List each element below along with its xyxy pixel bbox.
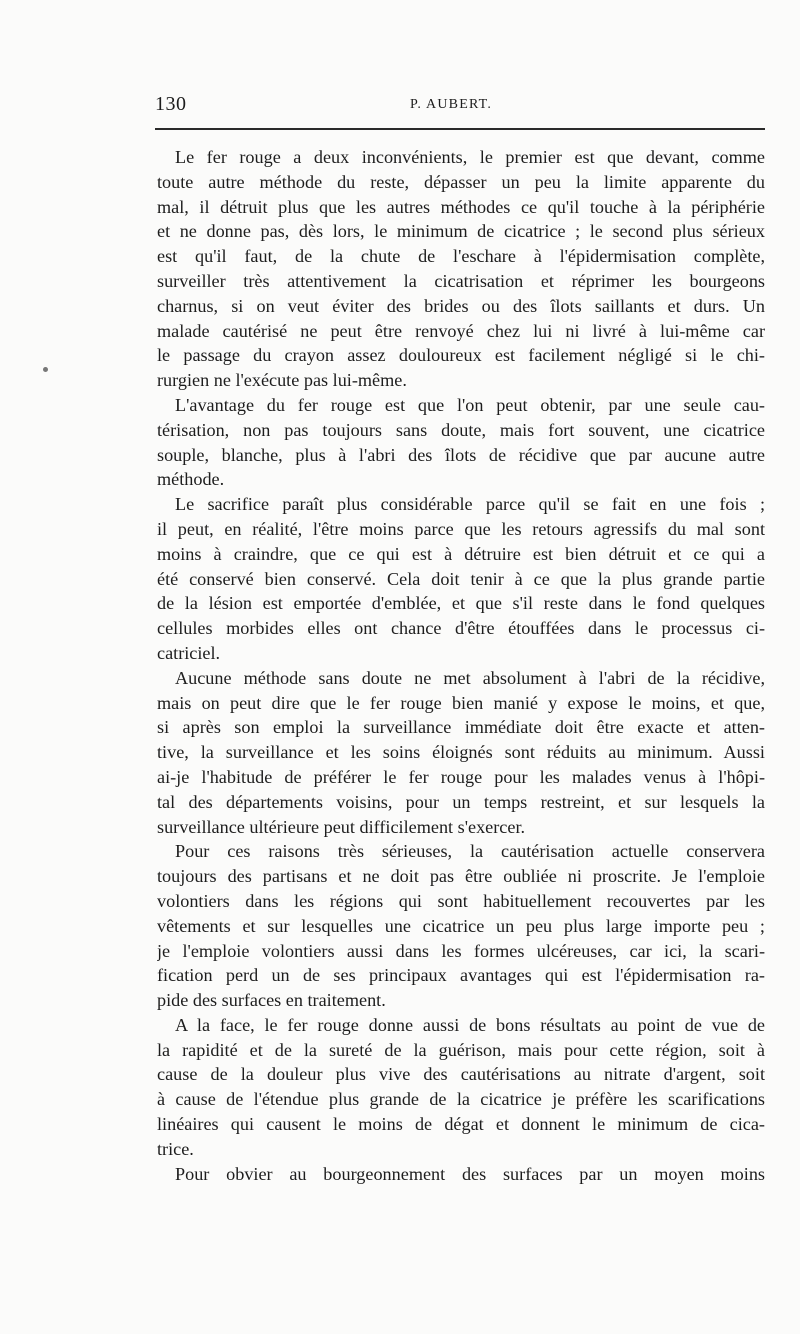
text-line: cause de la douleur plus vive des cautérisations au nitrate d'argent, soit xyxy=(157,1064,765,1085)
text-line: à cause de l'étendue plus grande de la cicatrice je préfère les scarifications xyxy=(157,1089,765,1110)
text-line: toute autre méthode du reste, dépasser un peu la limite apparente du xyxy=(157,171,765,192)
text-line: L'avantage du fer rouge est que l'on peut obtenir, par une seule cau- xyxy=(175,394,765,415)
text-line: si après son emploi la surveillance immédiate doit être exacte et atten- xyxy=(157,717,765,738)
text-line: Pour ces raisons très sérieuses, la cautérisation actuelle conservera xyxy=(175,841,765,862)
text-line: surveillance ultérieure peut difficilement s'exercer. xyxy=(157,816,526,837)
text-line: catriciel. xyxy=(157,642,221,663)
text-line: charnus, si on veut éviter des brides ou des îlots saillants et durs. Un xyxy=(157,295,765,316)
text-line: il peut, en réalité, l'être moins parce que les retours agressifs du mal sont xyxy=(157,518,765,539)
text-line: tive, la surveillance et les soins éloignés sont réduits au minimum. Aussi xyxy=(157,742,765,763)
text-line: fication perd un de ses principaux avantages qui est l'épidermisation ra- xyxy=(157,965,765,986)
text-line: tal des départements voisins, pour un temps restreint, et sur lesquels la xyxy=(157,791,765,812)
text-line: cellules morbides elles ont chance d'être étouffées dans le processus ci- xyxy=(157,618,765,639)
page-header xyxy=(155,92,765,126)
text-line: le passage du crayon assez douloureux est facilement négligé si le chi- xyxy=(157,345,765,366)
text-line: Le sacrifice paraît plus considérable parce qu'il se fait en une fois ; xyxy=(175,494,765,515)
text-line: Aucune méthode sans doute ne met absolument à l'abri de la récidive, xyxy=(175,667,765,688)
text-line: pide des surfaces en traitement. xyxy=(157,990,386,1011)
text-line: moins à craindre, que ce qui est à détruire est bien détruit et ce qui a xyxy=(157,543,765,564)
margin-mark xyxy=(43,367,48,372)
text-line: mais on peut dire que le fer rouge bien manié y expose le moins, et que, xyxy=(157,692,765,713)
text-line: ai-je l'habitude de préférer le fer rouge pour les malades venus à l'hôpi- xyxy=(157,766,765,787)
text-line: trice. xyxy=(157,1138,194,1159)
text-line: vêtements et sur lesquelles une cicatrice un peu plus large importe peu ; xyxy=(157,915,765,936)
text-line: et ne donne pas, dès lors, le minimum de cicatrice ; le second plus sérieux xyxy=(157,221,765,242)
text-line: toujours des partisans et ne doit pas être oubliée ni proscrite. Je l'emploie xyxy=(157,866,765,887)
text-line: surveiller très attentivement la cicatrisation et réprimer les bourgeons xyxy=(157,270,765,291)
text-line: Pour obvier au bourgeonnement des surfaces par un moyen moins xyxy=(175,1163,765,1184)
text-line: de la lésion est emportée d'emblée, et que s'il reste dans le fond quelques xyxy=(157,593,765,614)
text-line: mal, il détruit plus que les autres méthodes ce qu'il touche à la périphérie xyxy=(157,196,765,217)
header-rule xyxy=(155,128,765,130)
text-line: malade cautérisé ne peut être renvoyé chez lui ni livré à lui-même car xyxy=(157,320,765,341)
text-line: je l'emploie volontiers aussi dans les formes ulcéreuses, car ici, la scari- xyxy=(157,940,765,961)
body-text xyxy=(157,145,765,1186)
text-line: volontiers dans les régions qui sont habituellement recouvertes par les xyxy=(157,890,765,911)
text-line: souple, blanche, plus à l'abri des îlots de récidive que par aucune autre xyxy=(157,444,765,465)
text-line: térisation, non pas toujours sans doute, mais fort souvent, une cicatrice xyxy=(157,419,765,440)
text-line: méthode. xyxy=(157,469,225,490)
page-number: 130 xyxy=(155,93,187,115)
text-line: la rapidité et de la sureté de la guérison, mais pour cette région, soit à xyxy=(157,1039,765,1060)
text-line: A la face, le fer rouge donne aussi de bons résultats au point de vue de xyxy=(175,1014,765,1035)
text-line: été conservé bien conservé. Cela doit tenir à ce que la plus grande partie xyxy=(157,568,765,589)
text-line: Le fer rouge a deux inconvénients, le premier est que devant, comme xyxy=(175,147,765,167)
text-line: est qu'il faut, de la chute de l'eschare à l'épidermisation complète, xyxy=(157,246,765,267)
text-line: rurgien ne l'exécute pas lui-même. xyxy=(157,370,407,391)
text-line: linéaires qui causent le moins de dégat et donnent le minimum de cica- xyxy=(157,1114,765,1135)
running-head: P. AUBERT. xyxy=(410,97,493,112)
